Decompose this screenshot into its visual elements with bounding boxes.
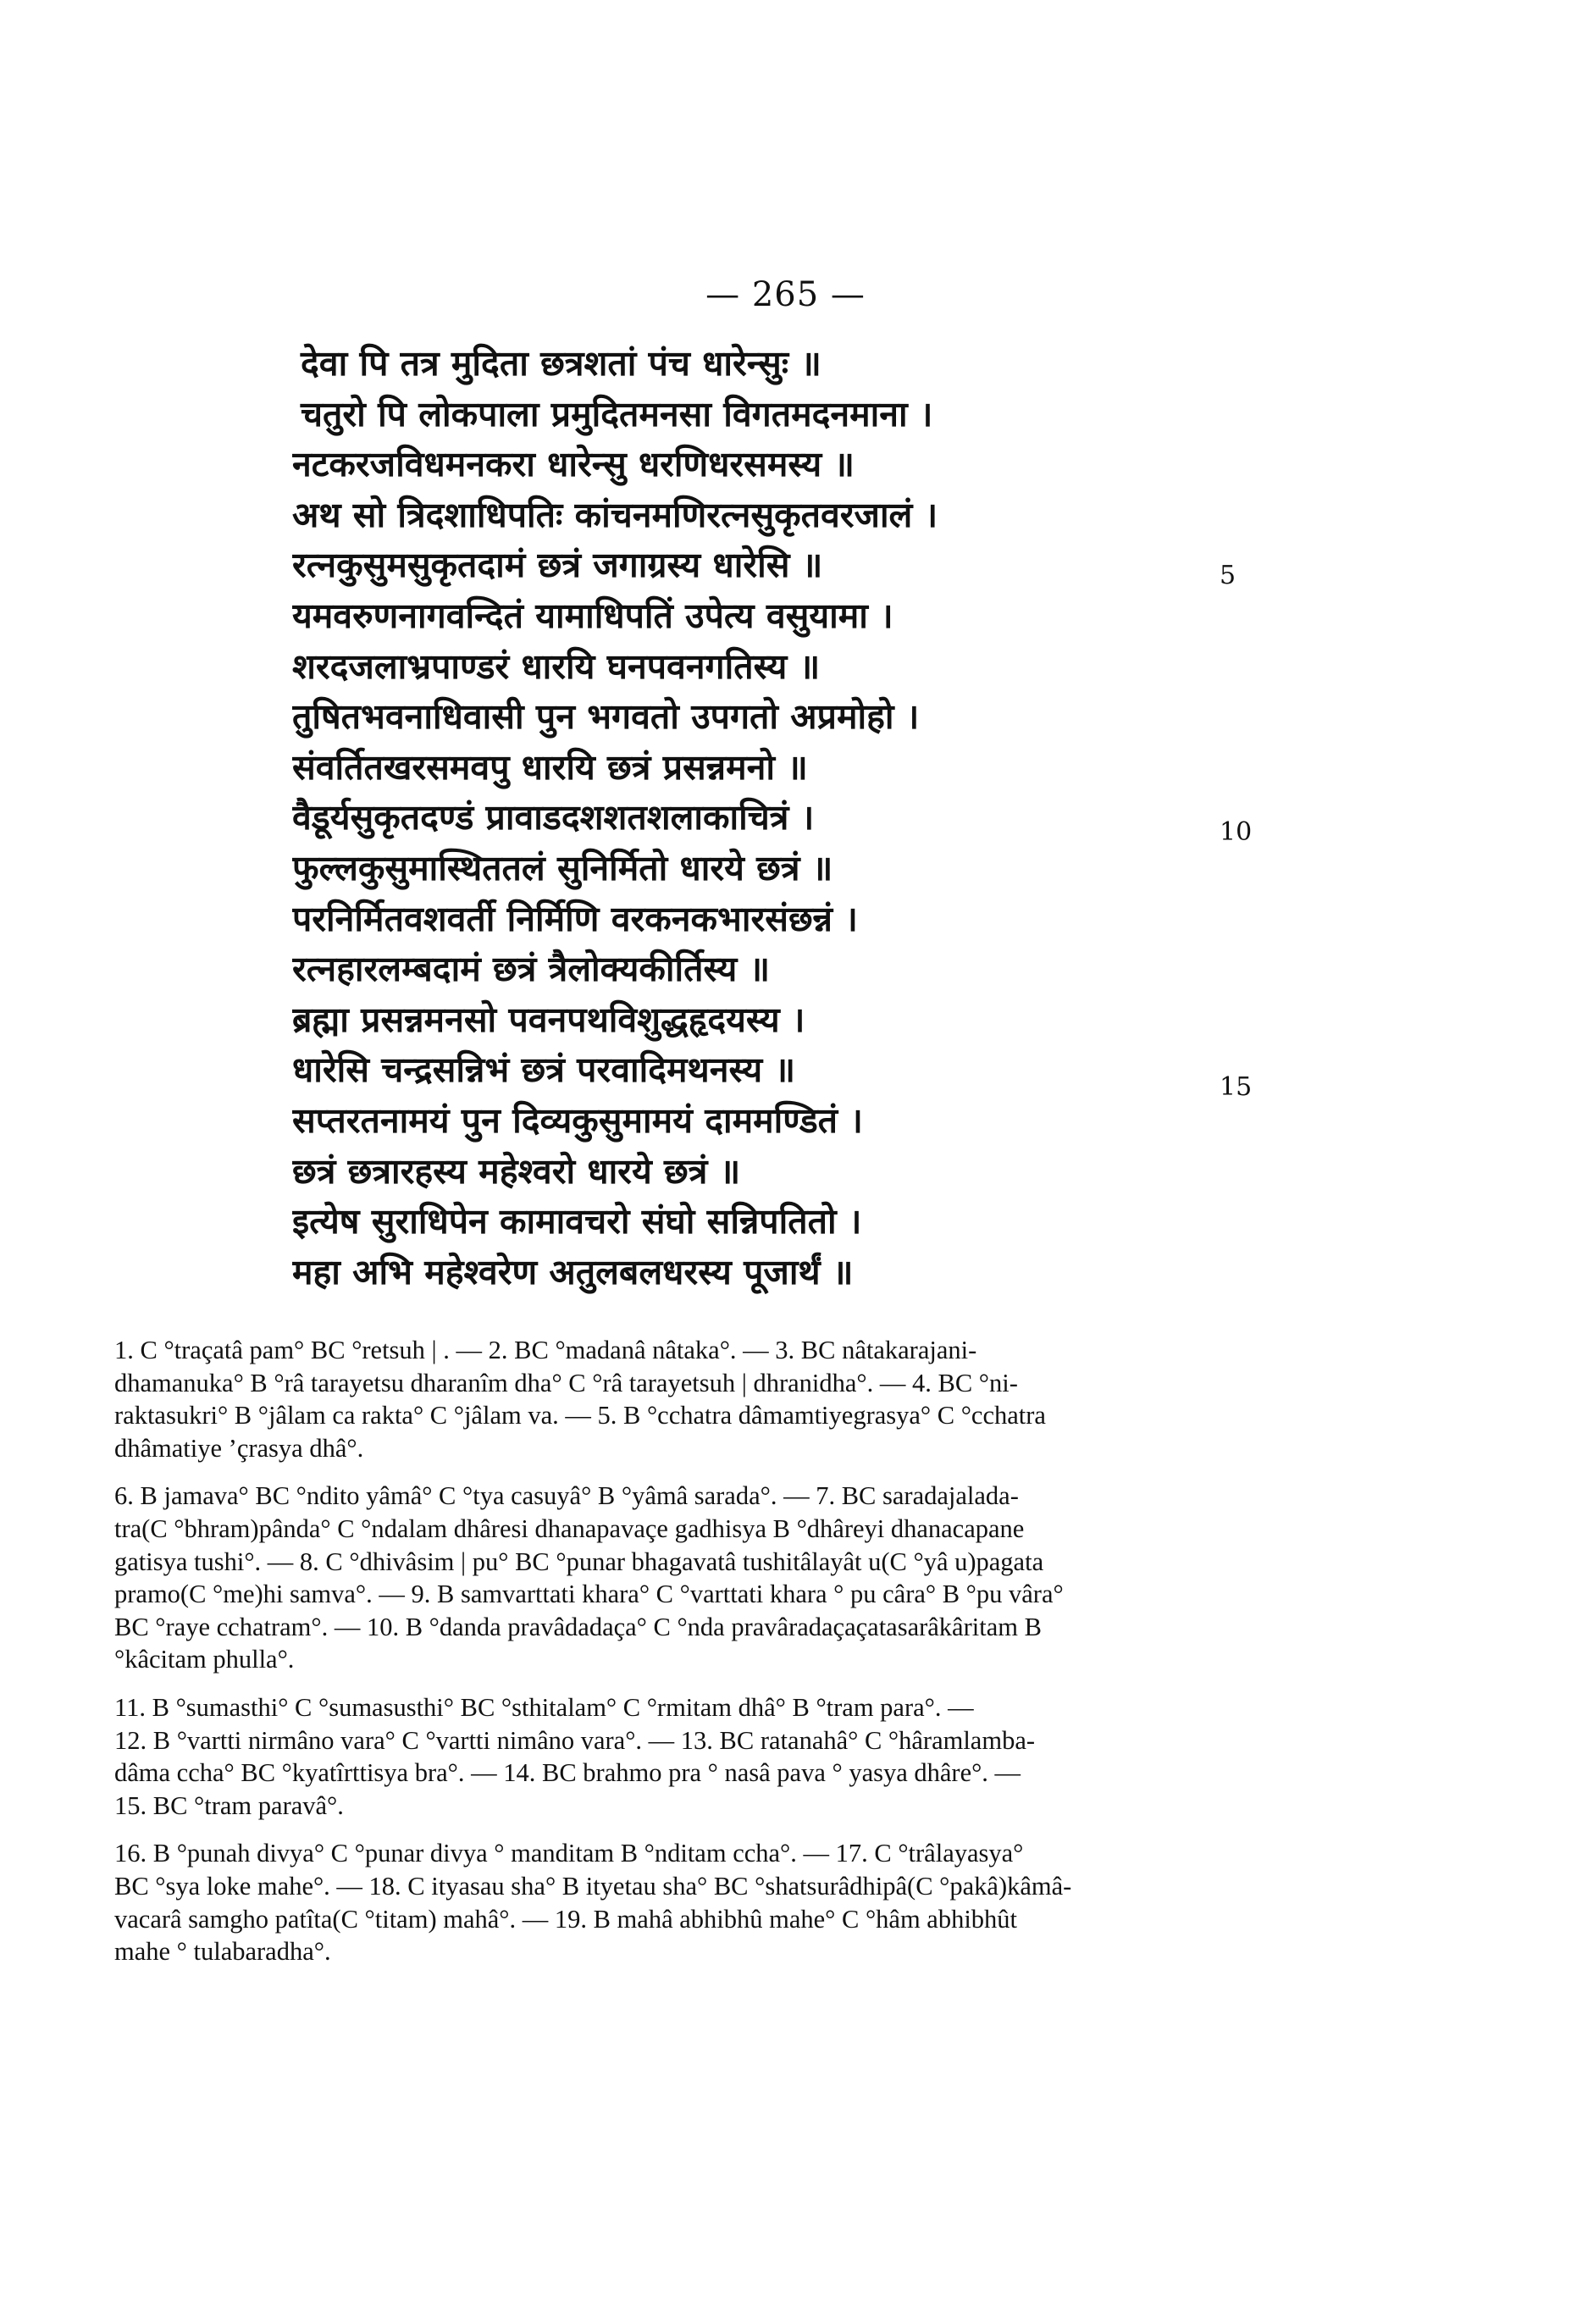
verse-line: छत्रं छत्रारहस्य महेश्वरो धारये छत्रं ॥ <box>292 1150 741 1192</box>
verse-line: सप्तरतनामयं पुन दिव्यकुसुमामयं दाममण्डितं । <box>292 1099 863 1141</box>
footnote-line: 16. B °punah divya° C °punar divya ° manditam B °nditam ccha°. — 17. C °trâlayasya° <box>114 1839 1024 1868</box>
footnote-line: dhamanuka° B °râ tarayetsu dharanîm dha° C °râ tarayetsuh | dhranidha°. — 4. BC °ni- <box>114 1368 1018 1397</box>
verse-line: नटकरजविधमनकरा धारेन्सु धरणिधरसमस्य ॥ <box>292 444 855 485</box>
verse-line: संवर्तितखरसमवपु धारयि छत्रं प्रसन्नमनो ॥ <box>292 746 808 788</box>
verse-line: परनिर्मितवशवर्ती निर्मिणि वरकनकभारसंछन्नं । <box>292 898 858 939</box>
footnote-paragraph <box>114 1480 1228 1676</box>
footnote-line: gatisya tushi°. — 8. C °dhivâsim | pu° BC °punar bhagavatâ tushitâlayât u(C °yâ u)pagata <box>114 1547 1044 1576</box>
line-number-10: 10 <box>1220 817 1253 847</box>
verse-line: ब्रह्मा प्रसन्नमनसो पवनपथविशुद्धहृदयस्य । <box>292 999 805 1040</box>
verse-line: चतुरो पि लोकपाला प्रमुदितमनसा विगतमदनमाना । <box>301 393 933 434</box>
verse-line: रत्नकुसुमसुकृतदामं छत्रं जगाग्रस्य धारेसि ॥ <box>292 545 823 586</box>
line-number-15: 15 <box>1220 1072 1253 1102</box>
footnote-line: dâma ccha° BC °kyatîrttisya bra°. — 14. BC brahmo pra ° nasâ pava ° yasya dhâre°. — <box>114 1758 1021 1788</box>
footnote-line: 11. B °sumasthi° C °sumasusthi° BC °sthitalam° C °rmitam dhâ° B °tram para°. — <box>114 1692 974 1722</box>
verse-line: महा अभि महेश्वरेण अतुलबलधरस्य पूजार्थं ॥ <box>292 1251 854 1292</box>
footnotes <box>114 1334 1228 1968</box>
footnote-line: 1. C °traçatâ pam° BC °retsuh | . — 2. BC °madanâ nâtaka°. — 3. BC nâtakarajani- <box>114 1336 977 1364</box>
footnote-line: BC °raye cchatram°. — 10. B °danda pravâdadaça° C °nda pravâradaçaçatasarâkâritam B <box>114 1612 1042 1641</box>
footnote-line: 15. BC °tram paravâ°. <box>114 1790 344 1820</box>
footnote-line: vacarâ samgho patîta(C °titam) mahâ°. — 19. B mahâ abhibhû mahe° C °hâm abhibhût <box>114 1904 1018 1934</box>
footnote-paragraph <box>114 1837 1228 1967</box>
footnote-line: 6. B jamava° BC °ndito yâmâ° C °tya casuyâ° B °yâmâ sarada°. — 7. BC saradajalada- <box>114 1481 1019 1511</box>
footnote-line: mahe ° tulabaradha°. <box>114 1937 331 1967</box>
verse-line: रत्नहारलम्बदामं छत्रं त्रैलोक्यकीर्तिस्य ॥ <box>292 949 771 990</box>
verse-line: तुषितभवनाधिवासी पुन भगवतो उपगतो अप्रमोहो । <box>292 696 920 738</box>
verse-line: इत्येष सुराधिपेन कामावचरो संघो सन्निपतितो । <box>292 1201 862 1242</box>
verse-line: फुल्लकुसुमास्थिततलं सुनिर्मितो धारये छत्रं ॥ <box>292 847 833 888</box>
footnote-line: tra(C °bhram)pânda° C °ndalam dhâresi dhanapavaçe gadhisya B °dhâreyi dhanacapane <box>114 1513 1025 1543</box>
footnote-line: BC °sya loke mahe°. — 18. C ityasau sha° B ityetau sha° BC °shatsurâdhipâ(C °pakâ)kâmâ- <box>114 1871 1072 1901</box>
verse-line: धारेसि चन्द्रसन्निभं छत्रं परवादिमथनस्य ॥ <box>292 1049 796 1091</box>
verse-line: अथ सो त्रिदशाधिपतिः कांचनमणिरत्नसुकृतवरजालं । <box>292 494 938 535</box>
footnote-line: °kâcitam phulla°. <box>114 1645 295 1674</box>
footnote-paragraph <box>114 1691 1228 1822</box>
verse-line: यमवरुणनागवन्दितं यामाधिपतिं उपेत्य वसुयामा । <box>292 595 893 636</box>
footnote-line: 12. B °vartti nirmâno vara° C °vartti nimâno vara°. — 13. BC ratanahâ° C °hâramlamba- <box>114 1725 1036 1755</box>
line-number-5: 5 <box>1220 561 1236 590</box>
footnote-line: pramo(C °me)hi samva°. — 9. B samvarttati khara° C °varttati khara ° pu câra° B °pu vâra° <box>114 1580 1064 1609</box>
page-number: — 265 — <box>705 275 866 314</box>
verse-line: शरदजलाभ्रपाण्डरं धारयि घनपवनगतिस्य ॥ <box>292 645 821 687</box>
footnote-line: raktasukri° B °jâlam ca rakta° C °jâlam va. — 5. B °cchatra dâmamtiyegrasya° C °cchatra <box>114 1401 1046 1430</box>
verse-block <box>292 339 1266 1298</box>
verse-line: देवा पि तत्र मुदिता छत्रशतां पंच धारेन्सुः ॥ <box>301 343 821 384</box>
verse-line: वैडूर्यसुकृतदण्डं प्रावाडदशशतशलाकाचित्रं । <box>292 797 815 838</box>
footnote-paragraph <box>114 1334 1228 1464</box>
footnote-line: dhâmatiye ’çrasya dhâ°. <box>114 1433 364 1463</box>
